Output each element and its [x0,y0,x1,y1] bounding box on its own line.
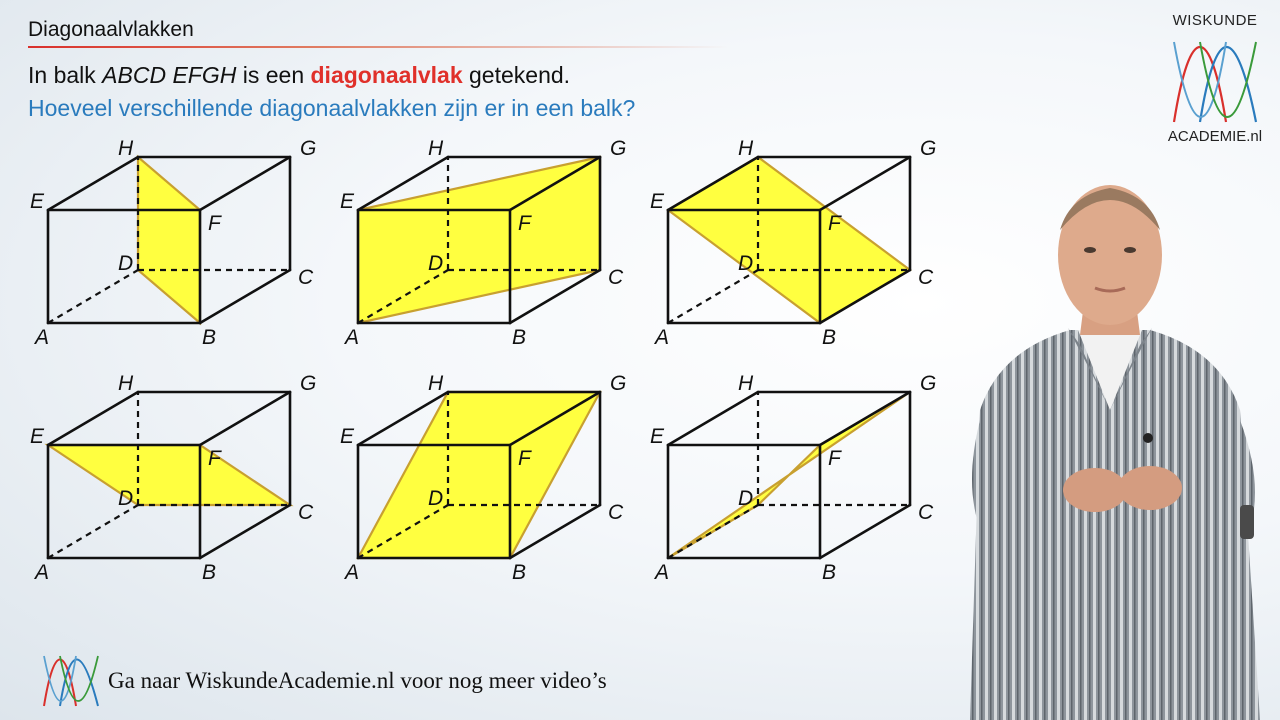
diagonal-plane [358,157,600,323]
cube-diagram-4 [30,372,340,605]
vertex-label-E: E [650,425,665,448]
intro-prefix: In balk [28,62,103,88]
footer-text: Ga naar WiskundeAcademie.nl voor nog meer video’s [108,668,607,693]
hidden-edge-AD [668,270,758,323]
edge-FG [820,392,910,445]
vertex-label-H: H [428,137,444,160]
cube-diagram-3 [650,137,960,370]
vertex-label-H: H [118,372,134,395]
vertex-label-H: H [738,372,754,395]
vertex-label-G: G [920,137,937,160]
vertex-label-D: D [738,487,754,510]
page-title: Diagonaalvlakken [28,18,194,41]
vertex-label-G: G [920,372,937,395]
vertex-label-E: E [650,190,665,213]
wave-logo-icon [1170,32,1260,128]
vertex-label-F: F [828,447,841,470]
vertex-label-C: C [298,501,314,524]
vertex-label-F: F [518,212,531,235]
vertex-label-E: E [340,425,355,448]
diagonal-plane [138,157,200,323]
edge-HE [48,157,138,210]
vertex-label-D: D [428,252,444,275]
vertex-label-A: A [655,561,670,584]
title-underline [28,46,728,48]
vertex-label-H: H [428,372,444,395]
question-text: Hoeveel verschillende diagonaalvlakken zijn er in een balk? [28,95,636,121]
vertex-label-B: B [512,326,527,349]
vertex-label-B: B [822,561,837,584]
intro-text [28,62,570,89]
vertex-label-B: B [202,326,217,349]
vertex-label-D: D [118,252,134,275]
edge-HE [668,392,758,445]
vertex-label-A: A [345,326,360,349]
vertex-label-H: H [738,137,754,160]
vertex-label-C: C [298,266,314,289]
vertex-label-C: C [608,266,624,289]
diagonal-plane [48,445,290,505]
logo-top-text: WISKUNDE [1172,12,1258,29]
vertex-label-G: G [300,137,317,160]
logo-bottom-text: ACADEMIE.nl [1167,128,1263,145]
vertex-label-A: A [655,326,670,349]
brand-logo [1160,12,1270,152]
vertex-label-F: F [518,447,531,470]
hidden-edge-AD [48,505,138,558]
edge-HE [48,392,138,445]
vertex-label-A: A [35,561,50,584]
hidden-edge-AD [48,270,138,323]
vertex-label-D: D [118,487,134,510]
vertex-label-B: B [202,561,217,584]
edge-FG [820,157,910,210]
vertex-label-C: C [918,501,934,524]
intro-suffix: getekend. [462,62,571,88]
vertex-label-D: D [428,487,444,510]
vertex-label-C: C [608,501,624,524]
diagonal-plane [668,392,910,558]
edge-BC [200,505,290,558]
vertex-label-B: B [512,561,527,584]
vertex-label-A: A [345,561,360,584]
diagonal-plane [358,392,600,558]
balk-name: ABCD EFGH [102,62,237,88]
vertex-label-F: F [208,212,221,235]
vertex-label-G: G [300,372,317,395]
vertex-label-E: E [30,425,45,448]
intro-middle: is een [236,62,311,88]
vertex-label-A: A [35,326,50,349]
edge-BC [820,505,910,558]
vertex-label-D: D [738,252,754,275]
vertex-label-F: F [828,212,841,235]
presenter-photo [940,170,1280,720]
vertex-label-G: G [610,372,627,395]
cube-diagram-2 [340,137,650,370]
highlight-term: diagonaalvlak [310,62,463,88]
cube-diagram-1 [30,137,340,370]
vertex-label-H: H [118,137,134,160]
edge-FG [200,157,290,210]
edge-BC [200,270,290,323]
diagonal-plane [668,157,910,323]
vertex-label-E: E [340,190,355,213]
vertex-label-F: F [208,447,221,470]
edge-FG [200,392,290,445]
cube-diagram-5 [340,372,650,605]
vertex-label-E: E [30,190,45,213]
vertex-label-C: C [918,266,934,289]
vertex-label-B: B [822,326,837,349]
footer-wave-icon [42,650,102,708]
vertex-label-G: G [610,137,627,160]
cube-diagram-6 [650,372,960,605]
